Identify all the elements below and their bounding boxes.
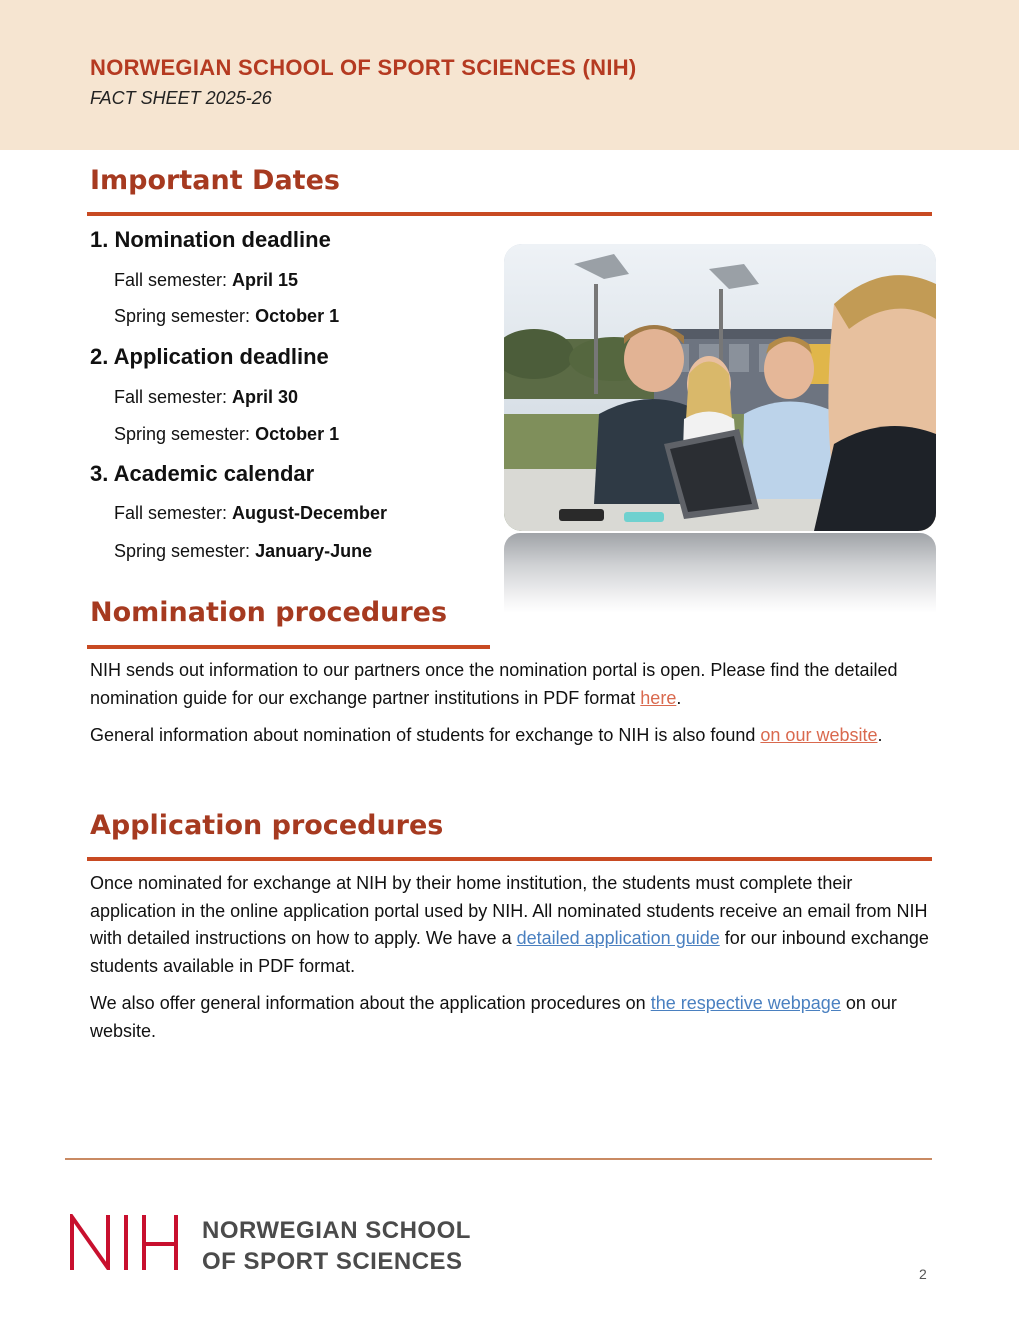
students-photo-illustration xyxy=(504,244,936,531)
dates-row-label: Spring semester: xyxy=(114,306,256,326)
dates-row-label: Fall semester: xyxy=(114,270,233,290)
application-paragraph-2 xyxy=(90,990,935,1045)
dates-row-value: April 15 xyxy=(232,270,299,290)
nih-logo-mark xyxy=(68,1214,180,1270)
page-header xyxy=(0,0,1019,150)
dates-row-label: Spring semester: xyxy=(114,424,256,444)
dates-row-label: Fall semester: xyxy=(114,503,233,523)
dates-row xyxy=(114,306,339,327)
paragraph-text: General information about nomination of students for exchange to NIH is also found xyxy=(90,725,761,745)
dates-row xyxy=(114,424,339,445)
section-heading-nomination: Nomination procedures xyxy=(90,597,448,628)
dates-item-title: 3. Academic calendar xyxy=(90,461,315,486)
dates-row-value: October 1 xyxy=(255,306,340,326)
section-heading-important-dates: Important Dates xyxy=(90,165,340,196)
dates-row-label: Fall semester: xyxy=(114,387,233,407)
paragraph-text: for our inbound exchange students available in PDF format. xyxy=(90,928,929,976)
paragraph-text: NIH sends out information to our partners once the nomination portal is open. Please find the detailed nomination guide for our exchange partner institutions in PDF format xyxy=(90,660,898,708)
photo-reflection xyxy=(504,533,936,613)
logo-text-line-1: NORWEGIAN SCHOOL xyxy=(202,1217,471,1244)
nomination-paragraph-1 xyxy=(90,657,935,712)
dates-row xyxy=(114,270,298,291)
section-divider xyxy=(87,212,932,216)
students-photo xyxy=(504,244,936,531)
header-title: NORWEGIAN SCHOOL OF SPORT SCIENCES (NIH) xyxy=(90,55,637,80)
dates-item-title: 2. Application deadline xyxy=(90,344,329,369)
application-webpage-link[interactable]: the respective webpage xyxy=(650,993,841,1013)
paragraph-text: on our website. xyxy=(90,993,897,1041)
paragraph-text: . xyxy=(676,687,682,708)
footer-divider xyxy=(65,1158,932,1160)
nomination-website-link[interactable]: on our website xyxy=(760,725,878,745)
dates-row xyxy=(114,387,298,408)
application-paragraph-1 xyxy=(90,870,935,980)
paragraph-text: Once nominated for exchange at NIH by their home institution, the students must complete their application in the online application portal used by NIH. All nominated students receive an email from NIH with detailed instructions on how to apply. We have a xyxy=(90,873,928,948)
section-divider xyxy=(87,857,932,861)
logo-text-line-2: OF SPORT SCIENCES xyxy=(202,1248,463,1275)
dates-row-value: April 30 xyxy=(232,387,299,407)
dates-row-value: August-December xyxy=(232,503,388,523)
page-number: 2 xyxy=(919,1266,927,1282)
dates-item-title: 1. Nomination deadline xyxy=(90,227,331,252)
dates-row-value: October 1 xyxy=(255,424,340,444)
paragraph-text: We also offer general information about the application procedures on xyxy=(90,993,651,1013)
dates-row xyxy=(114,503,387,524)
dates-row-value: January-June xyxy=(255,541,373,561)
nomination-paragraph-2 xyxy=(90,722,935,750)
section-divider xyxy=(87,645,490,649)
paragraph-text: . xyxy=(877,725,883,745)
application-guide-link[interactable]: detailed application guide xyxy=(516,928,720,948)
dates-row xyxy=(114,541,372,562)
section-heading-application: Application procedures xyxy=(90,810,444,841)
nomination-guide-link[interactable]: here xyxy=(640,687,677,708)
dates-row-label: Spring semester: xyxy=(114,541,256,561)
header-subtitle: FACT SHEET 2025-26 xyxy=(90,88,272,108)
